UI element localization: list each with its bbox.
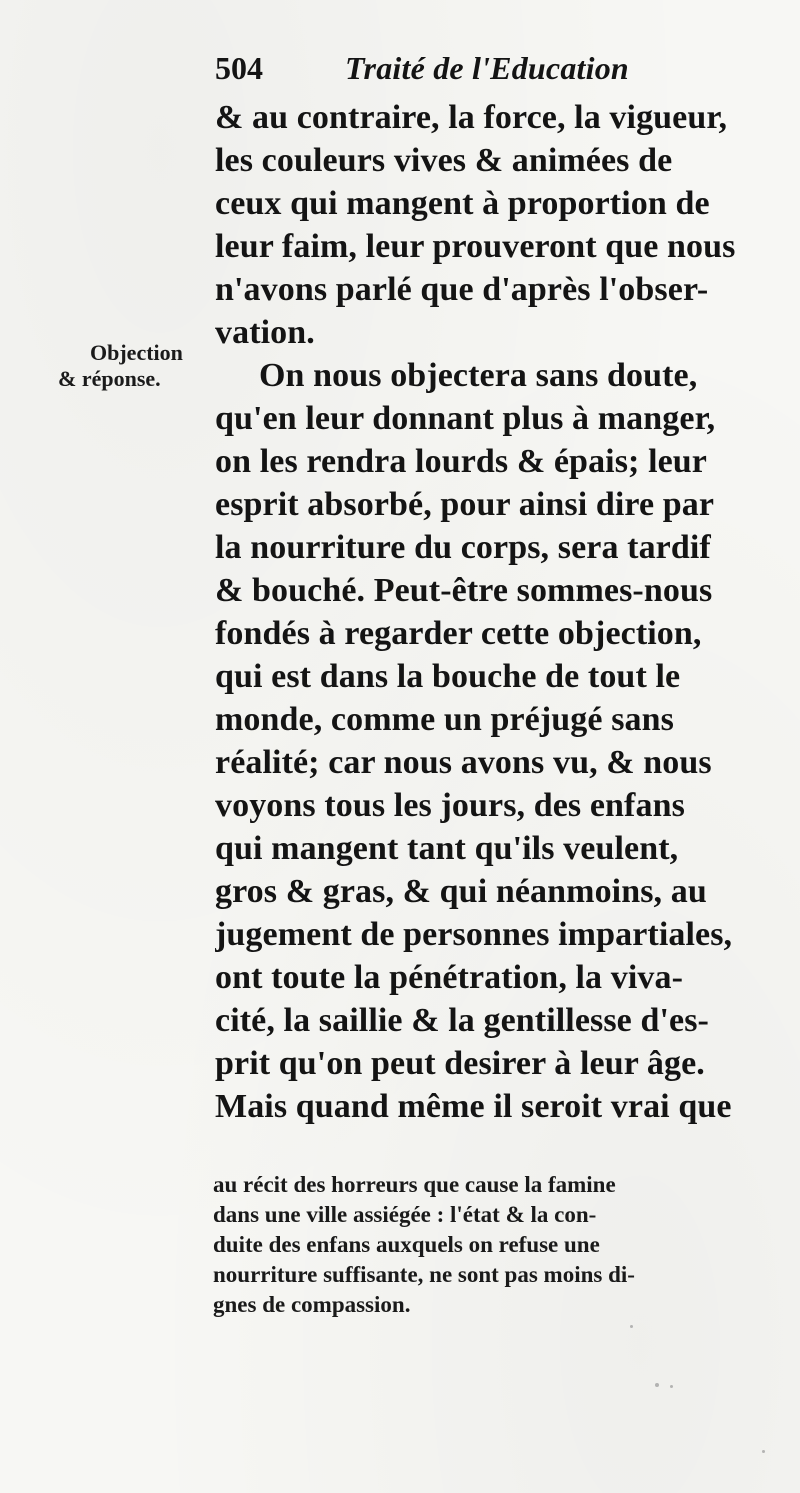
margin-note xyxy=(58,340,218,392)
footnote xyxy=(213,1170,785,1320)
running-title: Traité de l'Education xyxy=(345,50,629,86)
text-line: la nourriture du corps, sera tardif xyxy=(215,529,711,566)
text-line: gros & gras, & qui néanmoins, au xyxy=(215,873,707,910)
text-line: esprit absorbé, pour ainsi dire par xyxy=(215,486,715,523)
text-line: réalité; car nous avons vu, & nous xyxy=(215,744,712,781)
text-line: & au contraire, la force, la vigueur, xyxy=(215,99,728,136)
text-line: Mais quand même il seroit vrai que xyxy=(215,1088,732,1125)
margin-note-line: & réponse. xyxy=(58,366,161,391)
text-line: n'avons parlé que d'après l'obser- xyxy=(215,271,709,308)
ink-speck xyxy=(630,1325,633,1328)
text-line: On nous objectera sans doute, xyxy=(259,357,698,394)
text-line: fondés à regarder cette objection, xyxy=(215,615,702,652)
footnote-line: nourriture suffisante, ne sont pas moins di- xyxy=(213,1262,635,1287)
text-line: qui mangent tant qu'ils veulent, xyxy=(215,830,679,867)
text-line: prit qu'on peut desirer à leur âge. xyxy=(215,1045,705,1082)
text-line: ont toute la pénétration, la viva- xyxy=(215,959,684,996)
ink-speck xyxy=(762,1450,765,1453)
footnote-line: dans une ville assiégée : l'état & la con- xyxy=(213,1202,597,1227)
footnote-line: au récit des horreurs que cause la famine xyxy=(213,1172,616,1197)
text-line: qui est dans la bouche de tout le xyxy=(215,658,681,695)
margin-note-line: Objection xyxy=(90,340,183,365)
running-head xyxy=(215,45,775,91)
main-text xyxy=(215,96,787,1128)
text-line: qu'en leur donnant plus à manger, xyxy=(215,400,716,437)
text-line: jugement de personnes impartiales, xyxy=(215,916,733,953)
ink-speck xyxy=(655,1383,659,1387)
text-line: leur faim, leur prouveront que nous xyxy=(215,228,736,265)
text-line: on les rendra lourds & épais; leur xyxy=(215,443,708,480)
footnote-line: duite des enfans auxquels on refuse une xyxy=(213,1232,600,1257)
text-line: & bouché. Peut-être sommes-nous xyxy=(215,572,713,609)
text-line: les couleurs vives & animées de xyxy=(215,142,673,179)
text-line: cité, la saillie & la gentillesse d'es- xyxy=(215,1002,709,1039)
footnote-line: gnes de compassion. xyxy=(213,1292,411,1317)
text-line: monde, comme un préjugé sans xyxy=(215,701,674,738)
text-line: vation. xyxy=(215,314,315,351)
text-line: ceux qui mangent à proportion de xyxy=(215,185,710,222)
text-line: voyons tous les jours, des enfans xyxy=(215,787,685,824)
page-number: 504 xyxy=(215,50,263,86)
ink-speck xyxy=(670,1385,673,1388)
